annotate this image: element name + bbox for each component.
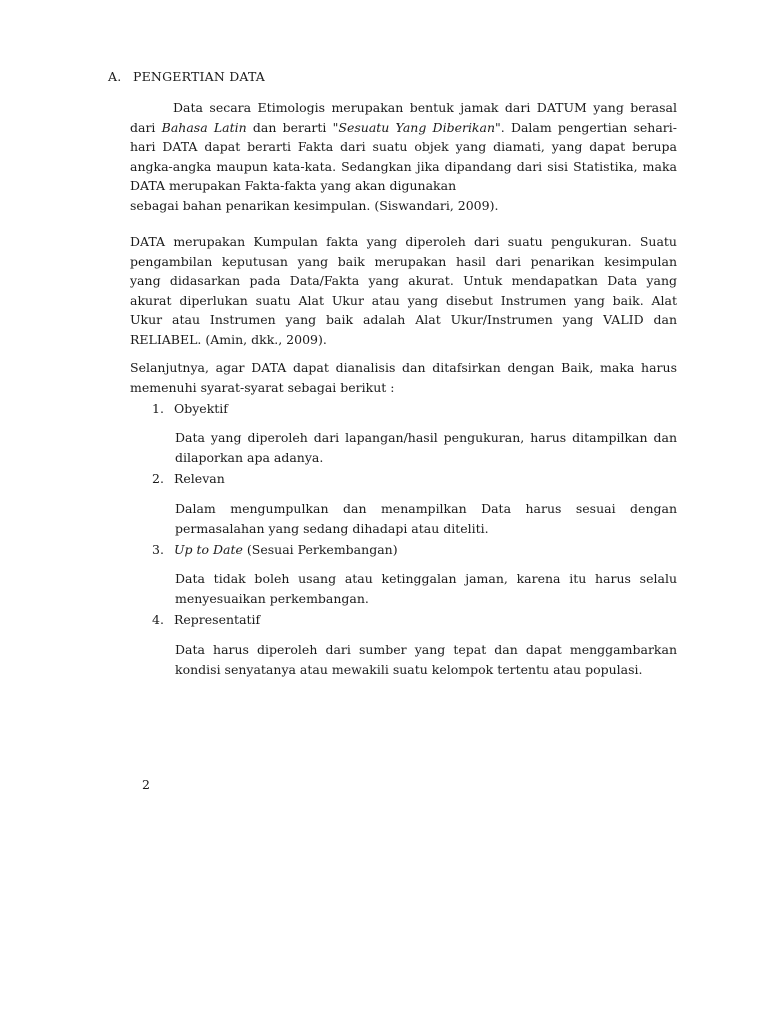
page-number: 2 (142, 777, 150, 792)
text-line: permasalahan yang sedang dihadapi atau diteliti. (175, 520, 489, 536)
list-title: Obyektif (174, 401, 228, 416)
section-number: A. (108, 69, 122, 84)
list-item-representatif (152, 612, 260, 627)
text-line: Data yang diperoleh dari lapangan/hasil pengukuran, harus ditampilkan dan (175, 430, 677, 445)
text-line: Data harus diperoleh dari sumber yang tepat dan dapat menggambarkan (175, 642, 677, 657)
text-line: DATA merupakan Fakta-fakta yang akan digunakan (130, 178, 457, 193)
text-line: pengambilan keputusan yang baik merupakan hasil dari penarikan kesimpulan (130, 253, 677, 269)
list-description (175, 640, 677, 679)
list-title: Representatif (174, 612, 261, 627)
list-title-rest: (Sesuai Perkembangan) (242, 542, 398, 557)
list-title-italic: Up to Date (174, 542, 243, 557)
text-line (130, 118, 677, 138)
text-line: dilaporkan apa adanya. (175, 449, 324, 465)
text-line: DATA merupakan Kumpulan fakta yang diperoleh dari suatu pengukuran. Suatu (130, 234, 677, 249)
section-title: PENGERTIAN DATA (133, 69, 266, 84)
text-line: Selanjutnya, agar DATA dapat dianalisis dan ditafsirkan dengan Baik, maka harus (130, 360, 677, 375)
text-line: Data secara Etimologis merupakan bentuk jamak dari DATUM yang berasal (173, 100, 677, 115)
list-item-obyektif (152, 401, 228, 416)
text-line: Dalam mengumpulkan dan menampilkan Data harus sesuai dengan (175, 501, 677, 516)
list-description (175, 499, 677, 538)
text-line: sebagai bahan penarikan kesimpulan. (Siswandari, 2009). (130, 197, 499, 213)
text-line: Ukur atau Instrumen yang baik adalah Alat Ukur/Instrumen yang VALID dan (130, 312, 677, 327)
italic-term: Sesuatu Yang Diberikan (338, 119, 496, 135)
text-line: RELIABEL. (Amin, dkk., 2009). (130, 331, 327, 347)
text-span: ". Dalam pengertian sehari- (495, 119, 677, 135)
paragraph-definition (130, 232, 677, 349)
list-item-relevan (152, 471, 225, 486)
text-line: angka-angka maupun kata-kata. Sedangkan jika dipandang dari sisi Statistika, maka (130, 158, 677, 174)
list-item-up-to-date (152, 542, 398, 557)
text-line: yang didasarkan pada Data/Fakta yang akurat. Untuk mendapatkan Data yang (130, 273, 677, 288)
text-line: hari DATA dapat berarti Fakta dari suatu objek yang diamati, yang dapat berupa (130, 139, 677, 154)
list-title: Relevan (174, 471, 225, 486)
list-number: 3. (152, 542, 164, 557)
text-span: dan berarti " (246, 119, 339, 135)
list-description (175, 569, 677, 608)
text-span: dari (130, 119, 162, 135)
list-number: 4. (152, 612, 164, 627)
text-line: memenuhi syarat-syarat sebagai berikut : (130, 379, 395, 395)
paragraph-etymology (130, 98, 677, 215)
list-number: 2. (152, 471, 164, 486)
italic-term: Bahasa Latin (161, 119, 247, 135)
list-number: 1. (152, 401, 164, 416)
text-line: akurat diperlukan suatu Alat Ukur atau yang disebut Instrumen yang baik. Alat (130, 292, 677, 308)
list-description (175, 428, 677, 467)
paragraph-requirements (130, 358, 677, 397)
section-heading (108, 69, 265, 84)
text-line: kondisi senyatanya atau mewakili suatu kelompok tertentu atau populasi. (175, 661, 643, 677)
text-line: menyesuaikan perkembangan. (175, 590, 369, 606)
text-line: Data tidak boleh usang atau ketinggalan jaman, karena itu harus selalu (175, 571, 677, 586)
